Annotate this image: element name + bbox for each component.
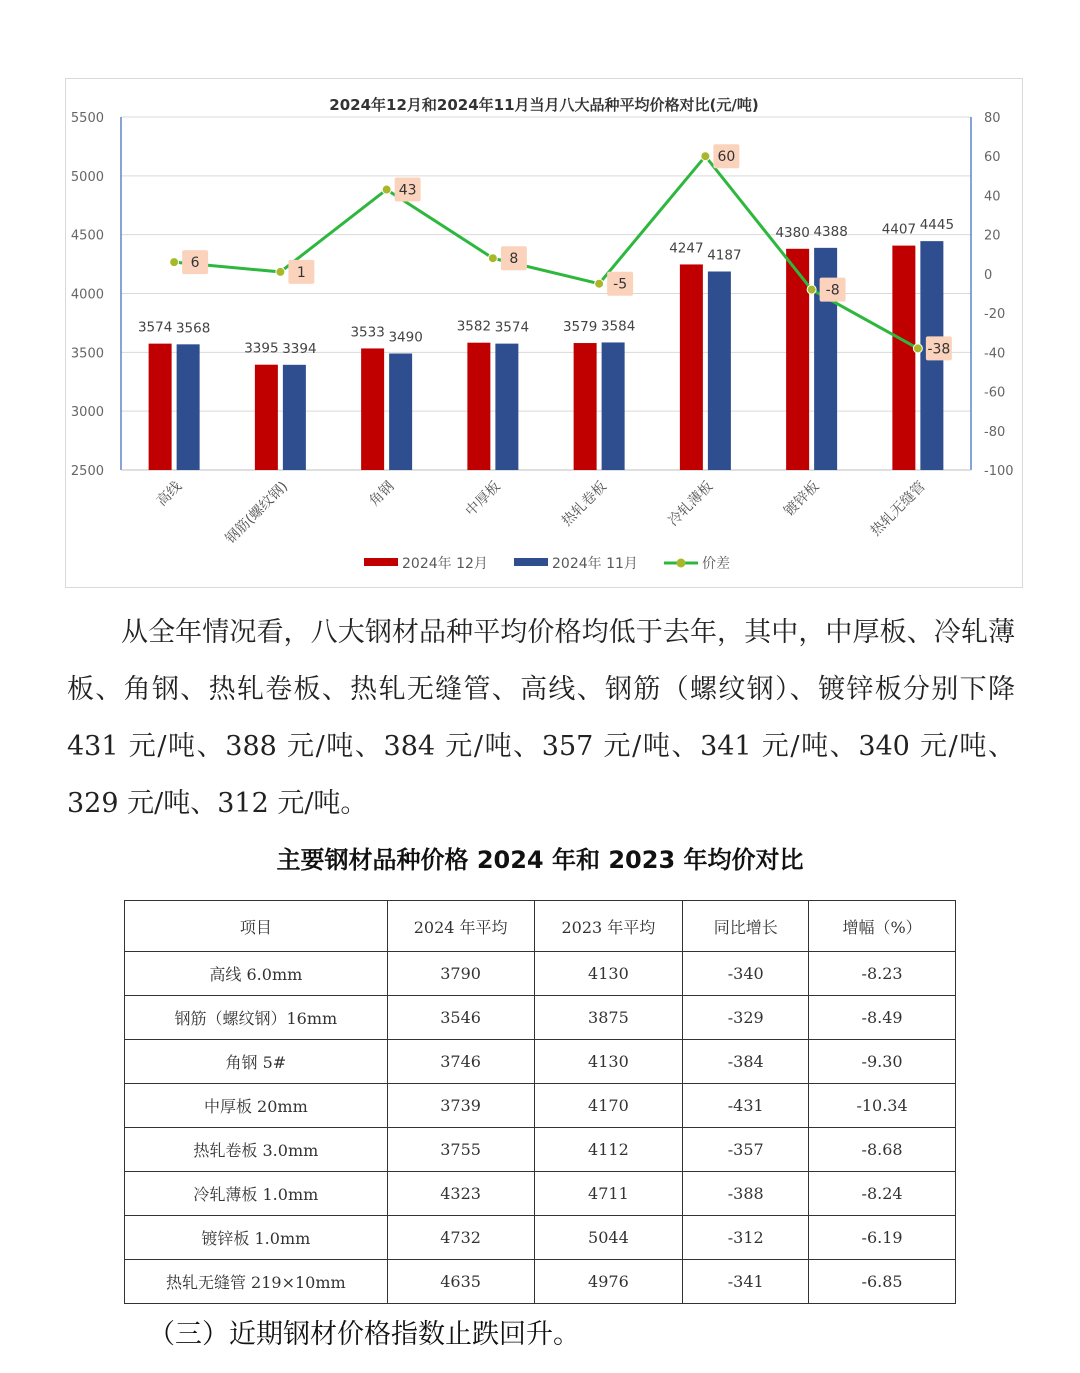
y-left-tick-label: 4000 xyxy=(70,287,104,303)
cell-avg-2024: 4732 xyxy=(387,1216,534,1260)
cell-change-pct: -8.23 xyxy=(809,952,956,996)
table-row xyxy=(125,1172,956,1216)
line-point xyxy=(595,279,604,288)
line-point xyxy=(488,254,497,263)
cell-yoy-change: -340 xyxy=(683,952,809,996)
table-row xyxy=(125,1216,956,1260)
x-tick-label: 冷轧薄板 xyxy=(665,478,717,530)
y-right-tick-label: 80 xyxy=(984,111,1001,126)
bar-data-label: 4445 xyxy=(919,217,955,234)
bar-data-label: 3582 xyxy=(456,318,492,335)
legend-swatch xyxy=(514,558,548,566)
section-subheading: （三）近期钢材价格指数止跌回升。 xyxy=(148,1319,580,1350)
y-right-tick-label: 20 xyxy=(984,228,1001,244)
cell-avg-2024: 4635 xyxy=(387,1260,534,1304)
cell-avg-2024: 3755 xyxy=(387,1128,534,1172)
legend-label: 2024年 11月 xyxy=(552,556,638,572)
bar-nov xyxy=(708,271,731,470)
bar-dec xyxy=(680,264,703,470)
y-left-tick-label: 2500 xyxy=(70,464,104,479)
bar-data-label: 3568 xyxy=(175,320,211,337)
y-left-tick-label: 3500 xyxy=(70,346,104,362)
table-row xyxy=(125,1260,956,1304)
y-left-tick-label: 5000 xyxy=(70,169,104,185)
y-right-tick-label: 0 xyxy=(984,267,993,283)
line-data-label: 43 xyxy=(398,182,417,199)
x-tick-label: 角钢 xyxy=(366,478,398,510)
cell-yoy-change: -312 xyxy=(683,1216,809,1260)
bar-data-label: 4407 xyxy=(881,221,917,238)
bar-data-label: 3574 xyxy=(494,319,530,336)
price-table xyxy=(124,900,956,1304)
cell-change-pct: -8.24 xyxy=(809,1172,956,1216)
cell-avg-2023: 4170 xyxy=(534,1084,683,1128)
cell-yoy-change: -431 xyxy=(683,1084,809,1128)
bar-nov xyxy=(602,342,625,470)
cell-change-pct: -8.68 xyxy=(809,1128,956,1172)
y-left-tick-label: 4500 xyxy=(70,228,104,244)
cell-item: 热轧卷板 3.0mm xyxy=(125,1128,388,1172)
line-data-label: -5 xyxy=(613,276,628,293)
cell-change-pct: -8.49 xyxy=(809,996,956,1040)
price-comparison-chart xyxy=(66,79,1024,589)
cell-change-pct: -9.30 xyxy=(809,1040,956,1084)
line-point xyxy=(807,285,816,294)
bar-data-label: 4380 xyxy=(775,224,810,241)
chart-container xyxy=(65,78,1023,588)
line-data-label: 6 xyxy=(190,255,200,272)
bar-dec xyxy=(467,343,490,470)
bar-nov xyxy=(177,344,200,470)
cell-change-pct: -10.34 xyxy=(809,1084,956,1128)
cell-item: 中厚板 20mm xyxy=(125,1084,388,1128)
line-data-label: 8 xyxy=(509,251,519,268)
cell-avg-2024: 3546 xyxy=(387,996,534,1040)
cell-yoy-change: -384 xyxy=(683,1040,809,1084)
bar-dec xyxy=(361,348,384,470)
bar-dec xyxy=(255,365,278,470)
bar-data-label: 3394 xyxy=(282,340,317,357)
cell-avg-2023: 4130 xyxy=(534,1040,683,1084)
bar-data-label: 3574 xyxy=(137,319,173,336)
cell-avg-2024: 3746 xyxy=(387,1040,534,1084)
bar-dec xyxy=(149,344,172,470)
cell-change-pct: -6.19 xyxy=(809,1216,956,1260)
header-change-pct: 增幅（%） xyxy=(809,901,956,952)
header-yoy-change: 同比增长 xyxy=(683,901,809,952)
header-item: 项目 xyxy=(125,901,388,952)
summary-paragraph: 从全年情况看，八大钢材品种平均价格均低于去年，其中，中厚板、冷轧薄板、角钢、热轧卷板、热轧无缝管、高线、钢筋（螺纹钢）、镀锌板分别下降 431 元/吨、388 元/吨、384 元/吨、357 元/吨、341 元/吨、340 元/吨、329 元/吨、312 元/吨。 xyxy=(67,617,1015,819)
line-data-label: 1 xyxy=(296,264,306,281)
bar-nov xyxy=(495,344,518,470)
cell-item: 角钢 5# xyxy=(125,1040,388,1084)
cell-avg-2023: 4976 xyxy=(534,1260,683,1304)
bar-data-label: 3533 xyxy=(350,324,385,341)
cell-yoy-change: -341 xyxy=(683,1260,809,1304)
cell-avg-2023: 3875 xyxy=(534,996,683,1040)
y-right-tick-label: 60 xyxy=(984,150,1001,166)
x-tick-label: 镀锌板 xyxy=(781,478,823,520)
cell-avg-2024: 4323 xyxy=(387,1172,534,1216)
cell-avg-2024: 3739 xyxy=(387,1084,534,1128)
y-right-tick-label: -60 xyxy=(984,385,1006,401)
line-data-label: -38 xyxy=(927,341,951,358)
line-data-label: 60 xyxy=(717,149,736,166)
x-tick-label: 中厚板 xyxy=(462,478,504,520)
bar-nov xyxy=(389,354,412,470)
legend-marker xyxy=(677,559,686,568)
cell-avg-2023: 4711 xyxy=(534,1172,683,1216)
y-left-tick-label: 3000 xyxy=(70,405,104,421)
bar-data-label: 4388 xyxy=(813,223,848,240)
bar-data-label: 3579 xyxy=(562,319,598,336)
y-left-tick-label: 5500 xyxy=(70,111,104,126)
bar-dec xyxy=(892,246,915,470)
table-row xyxy=(125,996,956,1040)
cell-item: 高线 6.0mm xyxy=(125,952,388,996)
legend-label: 2024年 12月 xyxy=(402,556,488,572)
cell-yoy-change: -357 xyxy=(683,1128,809,1172)
cell-yoy-change: -388 xyxy=(683,1172,809,1216)
cell-yoy-change: -329 xyxy=(683,996,809,1040)
table-header-row xyxy=(125,901,956,952)
bar-data-label: 4247 xyxy=(669,240,704,257)
cell-avg-2023: 4130 xyxy=(534,952,683,996)
table-row xyxy=(125,1084,956,1128)
legend-swatch xyxy=(364,558,398,566)
cell-item: 冷轧薄板 1.0mm xyxy=(125,1172,388,1216)
line-point xyxy=(170,258,179,267)
table-row xyxy=(125,1128,956,1172)
line-point xyxy=(701,152,710,161)
line-point xyxy=(382,185,391,194)
line-point xyxy=(913,344,922,353)
cell-avg-2023: 5044 xyxy=(534,1216,683,1260)
table-row xyxy=(125,952,956,996)
x-tick-label: 钢筋(螺纹钢) xyxy=(222,478,292,548)
y-right-tick-label: -20 xyxy=(984,307,1006,323)
table-row xyxy=(125,1040,956,1084)
cell-avg-2023: 4112 xyxy=(534,1128,683,1172)
table-title: 主要钢材品种价格 2024 年和 2023 年均价对比 xyxy=(276,846,804,874)
y-right-tick-label: -40 xyxy=(984,346,1006,362)
cell-change-pct: -6.85 xyxy=(809,1260,956,1304)
bar-dec xyxy=(574,343,597,470)
y-right-tick-label: 40 xyxy=(984,189,1001,205)
bar-nov xyxy=(283,365,306,470)
bar-data-label: 3395 xyxy=(244,340,279,357)
cell-item: 热轧无缝管 219×10mm xyxy=(125,1260,388,1304)
legend-label: 价差 xyxy=(702,556,730,572)
chart-title: 2024年12月和2024年11月当月八大品种平均价格对比(元/吨) xyxy=(329,96,759,114)
x-tick-label: 热轧无缝管 xyxy=(867,478,929,540)
header-avg-2024: 2024 年平均 xyxy=(387,901,534,952)
cell-item: 钢筋（螺纹钢）16mm xyxy=(125,996,388,1040)
cell-avg-2024: 3790 xyxy=(387,952,534,996)
x-tick-label: 高线 xyxy=(153,478,185,510)
y-right-tick-label: -80 xyxy=(984,424,1006,440)
y-right-tick-label: -100 xyxy=(984,464,1014,479)
bar-data-label: 4187 xyxy=(707,247,742,264)
cell-item: 镀锌板 1.0mm xyxy=(125,1216,388,1260)
x-tick-label: 热轧卷板 xyxy=(559,478,610,530)
line-data-label: -8 xyxy=(825,282,840,299)
bar-data-label: 3584 xyxy=(600,318,636,335)
line-point xyxy=(276,267,285,276)
bar-data-label: 3490 xyxy=(388,329,423,346)
header-avg-2023: 2023 年平均 xyxy=(534,901,683,952)
